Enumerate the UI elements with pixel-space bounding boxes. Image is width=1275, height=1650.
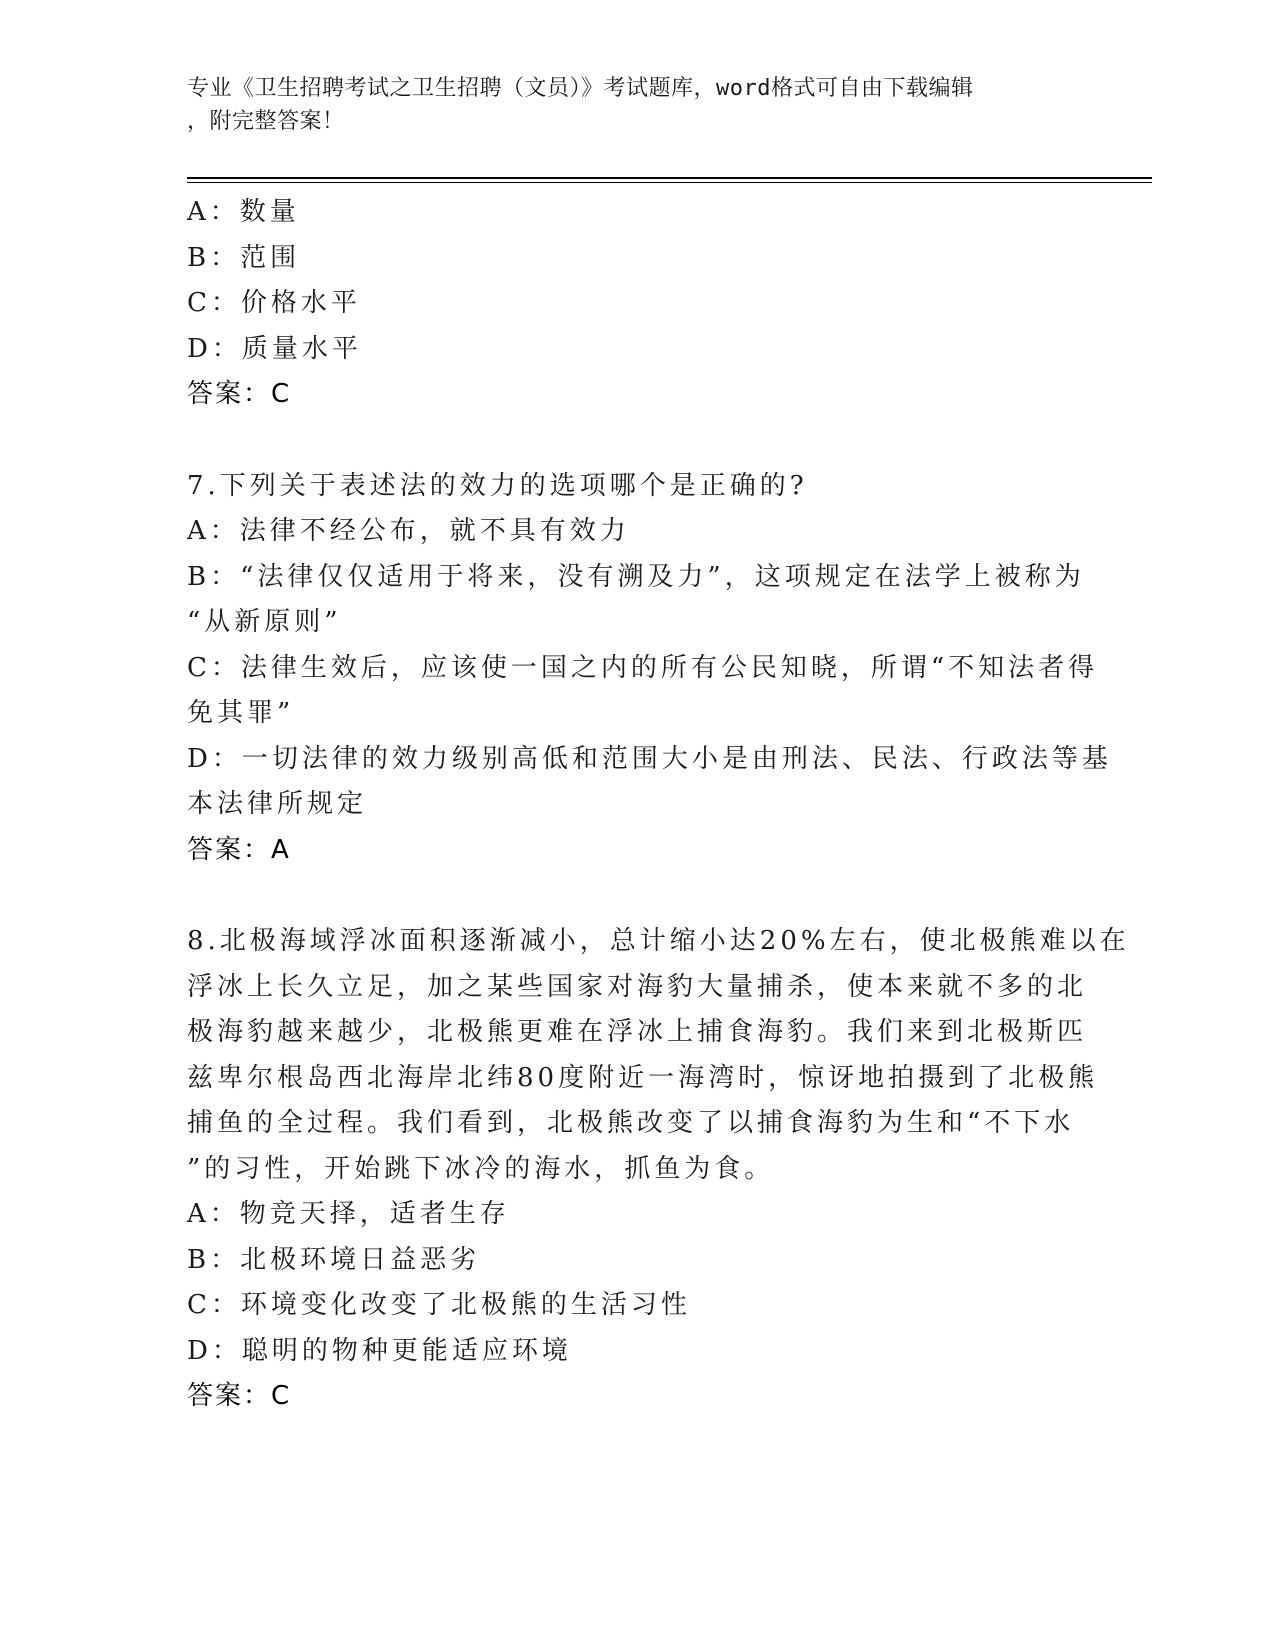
q8-option-d: D：聪明的物种更能适应环境	[187, 1335, 572, 1366]
header-line-2: ，附完整答案！	[187, 109, 345, 134]
q8-question-line: 兹卑尔根岛西北海岸北纬80度附近一海湾时，惊讶地拍摄到了北极熊	[187, 1062, 1099, 1093]
q6-option-a: A：数量	[187, 197, 300, 227]
q6-option-b: B：范围	[187, 242, 301, 273]
q7-answer: 答案：A	[187, 834, 291, 865]
q8-option-c: C：环境变化改变了北极熊的生活习性	[187, 1290, 691, 1320]
q6-answer: 答案：C	[187, 379, 292, 409]
q7-option-d-line-2: 本法律所规定	[187, 789, 368, 819]
document-header	[187, 72, 1067, 138]
q7-option-a: A：法律不经公布，就不具有效力	[187, 516, 630, 546]
q6-option-d: D：质量水平	[187, 333, 362, 364]
q8-question-line: 浮冰上长久立足，加之某些国家对海豹大量捕杀，使本来就不多的北	[187, 971, 1088, 1002]
q8-question-line: 8.北极海域浮冰面积逐渐减小，总计缩小达20%左右，使北极熊难以在	[187, 926, 1130, 956]
q8-option-a: A：物竞天择，适者生存	[187, 1199, 510, 1229]
q7-option-c-line-1: C：法律生效后，应该使一国之内的所有公民知晓，所谓“不知法者得	[187, 652, 1099, 683]
question-6-block	[187, 190, 1087, 418]
q8-question-line: 极海豹越来越少，北极熊更难在浮冰上捕食海豹。我们来到北极斯匹	[187, 1017, 1088, 1047]
question-7-block	[187, 464, 1112, 874]
q8-answer: 答案：C	[187, 1381, 292, 1411]
q7-option-c-line-2: 免其罪”	[187, 698, 295, 728]
q8-option-b: B：北极环境日益恶劣	[187, 1244, 481, 1275]
q8-question-line: 捕鱼的全过程。我们看到，北极熊改变了以捕食海豹为生和“不下水	[187, 1108, 1075, 1138]
question-8-block	[187, 919, 1130, 1420]
header-divider-thick	[187, 177, 1152, 179]
q7-option-b-line-1: B：“法律仅仅适用于将来，没有溯及力”，这项规定在法学上被称为	[187, 561, 1085, 592]
header-divider-thin	[187, 182, 1152, 183]
document-body	[187, 190, 1130, 1420]
q7-option-d-line-1: D：一切法律的效力级别高低和范围大小是由刑法、民法、行政法等基	[187, 743, 1112, 774]
q8-question-line: ”的习性，开始跳下冰冷的海水，抓鱼为食。	[187, 1153, 775, 1184]
q7-option-b-line-2: “从新原则”	[187, 607, 342, 637]
q6-option-c: C：价格水平	[187, 288, 361, 318]
q7-question: 7.下列关于表述法的效力的选项哪个是正确的?	[187, 470, 808, 501]
header-line-1: 专业《卫生招聘考试之卫生招聘（文员）》考试题库，word格式可自由下载编辑	[187, 76, 974, 101]
